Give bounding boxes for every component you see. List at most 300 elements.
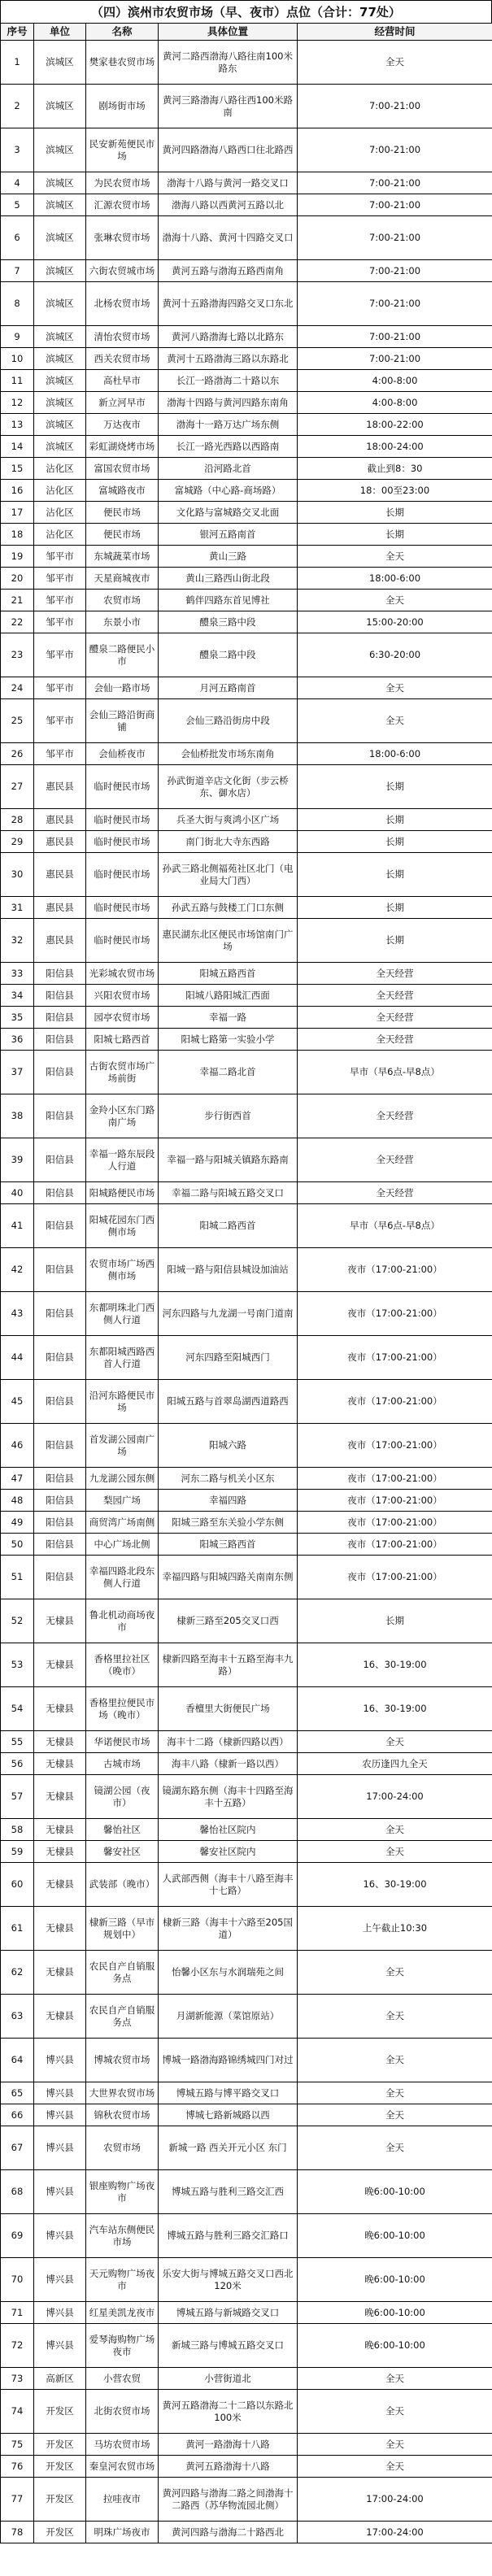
district-cell: 无棣县 xyxy=(34,1863,86,1907)
location-cell: 黄河四路与渤海二路之间渤海十二路西（苏华物流园北侧） xyxy=(159,2478,298,2522)
table-row xyxy=(1,1556,492,1599)
market-name-cell: 大世界农贸市场 xyxy=(86,2082,159,2104)
table-row xyxy=(1,414,492,436)
location-cell: 阳城三路西首 xyxy=(159,1534,298,1556)
row-number: 73 xyxy=(1,2368,34,2390)
row-number: 63 xyxy=(1,1995,34,2039)
market-name-cell: 醴泉二路便民小市 xyxy=(86,633,159,677)
table-row xyxy=(1,1512,492,1534)
table-row xyxy=(1,2390,492,2434)
location-cell: 渤海八路以西黄河五路以北 xyxy=(159,194,298,216)
hours-cell: 18:00-6:00 xyxy=(298,568,492,590)
row-number: 24 xyxy=(1,677,34,699)
row-number: 32 xyxy=(1,919,34,963)
row-number: 75 xyxy=(1,2434,34,2456)
market-name-cell: 天星商城夜市 xyxy=(86,568,159,590)
row-number: 60 xyxy=(1,1863,34,1907)
location-cell: 海丰八路（棣新一路以西） xyxy=(159,1753,298,1775)
location-cell: 渤海十八路与黄河一路交叉口 xyxy=(159,172,298,194)
market-name-cell: 农贸市场 xyxy=(86,2126,159,2170)
market-name-cell: 临时便民市场 xyxy=(86,897,159,919)
district-cell: 邹平市 xyxy=(34,546,86,568)
district-cell: 无棣县 xyxy=(34,1687,86,1731)
location-cell: 黄河四路渤海八路西口往北路西 xyxy=(159,128,298,172)
table-row xyxy=(1,1775,492,1819)
row-number: 77 xyxy=(1,2478,34,2522)
district-cell: 博兴县 xyxy=(34,2214,86,2258)
table-row xyxy=(1,392,492,414)
hours-cell: 全天 xyxy=(298,699,492,743)
location-cell: 黄河五路渤海二十二路以东路北100米 xyxy=(159,2390,298,2434)
district-cell: 邹平市 xyxy=(34,568,86,590)
district-cell: 邹平市 xyxy=(34,590,86,611)
district-cell: 阳信县 xyxy=(34,1204,86,1248)
market-name-cell: 马坊农贸市场 xyxy=(86,2434,159,2456)
row-number: 61 xyxy=(1,1907,34,1951)
hours-cell: 全天 xyxy=(298,2082,492,2104)
table-row xyxy=(1,1204,492,1248)
market-name-cell: 棣新三路（早市规划中） xyxy=(86,1907,159,1951)
hours-cell: 全天 xyxy=(298,677,492,699)
hours-cell: 早市（早6点-早8点） xyxy=(298,1051,492,1094)
header-name: 名称 xyxy=(86,24,159,41)
row-number: 78 xyxy=(1,2522,34,2543)
table-row xyxy=(1,1094,492,1138)
district-cell: 高新区 xyxy=(34,2368,86,2390)
hours-cell: 7:00-21:00 xyxy=(298,172,492,194)
location-cell: 黄河一路渤海十八路 xyxy=(159,2434,298,2456)
location-cell: 河东四路至阳城西门 xyxy=(159,1336,298,1380)
location-cell: 馨怡社区院内 xyxy=(159,1819,298,1841)
row-number: 15 xyxy=(1,458,34,480)
market-name-cell: 剧场街市场 xyxy=(86,85,159,128)
row-number: 39 xyxy=(1,1138,34,1182)
location-cell: 幸福一路与阳城关镇路东路南 xyxy=(159,1138,298,1182)
district-cell: 开发区 xyxy=(34,2478,86,2522)
location-cell: 渤海十八路、黄河十四路交叉口 xyxy=(159,216,298,260)
district-cell: 邹平市 xyxy=(34,699,86,743)
district-cell: 滨城区 xyxy=(34,41,86,85)
market-name-cell: 商贸湾广场南侧 xyxy=(86,1512,159,1534)
row-number: 52 xyxy=(1,1599,34,1643)
table-row xyxy=(1,1248,492,1292)
location-cell: 黄河四路与渤海二十路西北 xyxy=(159,2522,298,2543)
table-row xyxy=(1,1599,492,1643)
table-row xyxy=(1,1863,492,1907)
market-name-cell: 博城农贸市场 xyxy=(86,2039,159,2082)
hours-cell: 长期 xyxy=(298,809,492,831)
hours-cell: 长期 xyxy=(298,1599,492,1643)
table-row xyxy=(1,2039,492,2082)
table-row xyxy=(1,568,492,590)
hours-cell: 15:00-20:00 xyxy=(298,611,492,633)
market-name-cell: 北街农贸市场 xyxy=(86,2390,159,2434)
district-cell: 博兴县 xyxy=(34,2082,86,2104)
market-name-cell: 幸福四路北段东侧人行道 xyxy=(86,1556,159,1599)
district-cell: 开发区 xyxy=(34,2522,86,2543)
market-name-cell: 农贸市场 xyxy=(86,590,159,611)
market-name-cell: 秦皇河农贸市场 xyxy=(86,2456,159,2478)
table-row xyxy=(1,2126,492,2170)
row-number: 26 xyxy=(1,743,34,765)
hours-cell: 长期 xyxy=(298,831,492,853)
location-cell: 鹤伴四路东首见博社 xyxy=(159,590,298,611)
table-row xyxy=(1,524,492,546)
row-number: 44 xyxy=(1,1336,34,1380)
hours-cell: 全天 xyxy=(298,590,492,611)
market-name-cell: 临时便民市场 xyxy=(86,809,159,831)
market-name-cell: 梨园广场 xyxy=(86,1490,159,1512)
table-row xyxy=(1,765,492,809)
table-row xyxy=(1,1841,492,1863)
district-cell: 滨城区 xyxy=(34,216,86,260)
table-row xyxy=(1,611,492,633)
district-cell: 邹平市 xyxy=(34,611,86,633)
market-name-cell: 阳城花园东门西侧市场 xyxy=(86,1204,159,1248)
row-number: 7 xyxy=(1,260,34,282)
market-name-cell: 阳城路便民市场 xyxy=(86,1182,159,1204)
hours-cell: 全天 xyxy=(298,2456,492,2478)
district-cell: 惠民县 xyxy=(34,809,86,831)
hours-cell: 18：00至23:00 xyxy=(298,480,492,502)
table-row xyxy=(1,919,492,963)
market-name-cell: 会仙一路市场 xyxy=(86,677,159,699)
hours-cell: 长期 xyxy=(298,853,492,897)
market-name-cell: 万达夜市 xyxy=(86,414,159,436)
district-cell: 滨城区 xyxy=(34,85,86,128)
market-name-cell: 临时便民市场 xyxy=(86,919,159,963)
hours-cell: 截止到8：30 xyxy=(298,458,492,480)
row-number: 66 xyxy=(1,2104,34,2126)
market-name-cell: 锦秋农贸市场 xyxy=(86,2104,159,2126)
location-cell: 博城五路与胜利三路交汇西 xyxy=(159,2170,298,2214)
table-row xyxy=(1,1468,492,1490)
hours-cell: 长期 xyxy=(298,897,492,919)
row-number: 30 xyxy=(1,853,34,897)
hours-cell: 长期 xyxy=(298,919,492,963)
location-cell: 黄河三路渤海八路往西100米路南 xyxy=(159,85,298,128)
market-name-cell: 农贸市场广场西侧市场 xyxy=(86,1248,159,1292)
table-row xyxy=(1,194,492,216)
market-name-cell: 镜湖公园（夜市） xyxy=(86,1775,159,1819)
row-number: 20 xyxy=(1,568,34,590)
location-cell: 惠民湖东北区便民市场馆南门广场 xyxy=(159,919,298,963)
district-cell: 阳信县 xyxy=(34,985,86,1007)
market-table xyxy=(0,23,492,2543)
district-cell: 沾化区 xyxy=(34,524,86,546)
district-cell: 无棣县 xyxy=(34,1907,86,1951)
location-cell: 月湖新能源（菜馆原站） xyxy=(159,1995,298,2039)
hours-cell: 晚6:00-10:00 xyxy=(298,2170,492,2214)
location-cell: 河东二路与机关小区东 xyxy=(159,1468,298,1490)
table-row xyxy=(1,85,492,128)
district-cell: 邹平市 xyxy=(34,743,86,765)
location-cell: 会仙三路沿街房中段 xyxy=(159,699,298,743)
row-number: 59 xyxy=(1,1841,34,1863)
market-name-cell: 东城蔬菜市场 xyxy=(86,546,159,568)
table-row xyxy=(1,2478,492,2522)
district-cell: 阳信县 xyxy=(34,1490,86,1512)
table-row xyxy=(1,326,492,348)
row-number: 19 xyxy=(1,546,34,568)
district-cell: 博兴县 xyxy=(34,2104,86,2126)
row-number: 36 xyxy=(1,1029,34,1051)
table-row xyxy=(1,2104,492,2126)
row-number: 72 xyxy=(1,2324,34,2368)
table-row xyxy=(1,370,492,392)
table-row xyxy=(1,2434,492,2456)
row-number: 49 xyxy=(1,1512,34,1534)
table-row xyxy=(1,2456,492,2478)
market-name-cell: 红星美凯龙夜市 xyxy=(86,2302,159,2324)
table-row xyxy=(1,853,492,897)
district-cell: 无棣县 xyxy=(34,1995,86,2039)
location-cell: 阳城五路西首 xyxy=(159,963,298,985)
district-cell: 惠民县 xyxy=(34,765,86,809)
location-cell: 孙武三路北侧福苑社区北门（电业局大门西） xyxy=(159,853,298,897)
hours-cell: 全天 xyxy=(298,1995,492,2039)
district-cell: 阳信县 xyxy=(34,1248,86,1292)
location-cell: 黄河十五路渤海四路交叉口东北 xyxy=(159,282,298,326)
location-cell: 月河五路南首 xyxy=(159,677,298,699)
row-number: 3 xyxy=(1,128,34,172)
table-row xyxy=(1,809,492,831)
hours-cell: 长期 xyxy=(298,524,492,546)
location-cell: 棣新三路至205交叉口西 xyxy=(159,1599,298,1643)
location-cell: 新城一路 西关开元小区 东门 xyxy=(159,2126,298,2170)
market-name-cell: 农民自产自销服务点 xyxy=(86,1951,159,1995)
row-number: 11 xyxy=(1,370,34,392)
district-cell: 阳信县 xyxy=(34,1380,86,1424)
table-row xyxy=(1,1380,492,1424)
market-name-cell: 东都阳城西路西首人行道 xyxy=(86,1336,159,1380)
location-cell: 醴泉二路中段 xyxy=(159,633,298,677)
market-name-cell: 古城市场 xyxy=(86,1753,159,1775)
hours-cell: 全天经营 xyxy=(298,1138,492,1182)
location-cell: 阳城六路 xyxy=(159,1424,298,1468)
location-cell: 长江一路渤海二十路以东 xyxy=(159,370,298,392)
location-cell: 阳城七路第一实验小学 xyxy=(159,1029,298,1051)
location-cell: 兵圣大街与爽鸿小区广场 xyxy=(159,809,298,831)
location-cell: 会仙桥批发市场东南角 xyxy=(159,743,298,765)
row-number: 18 xyxy=(1,524,34,546)
hours-cell: 夜市（17:00-21:00） xyxy=(298,1468,492,1490)
hours-cell: 上午截止10:30 xyxy=(298,1907,492,1951)
hours-cell: 17:00-24:00 xyxy=(298,2522,492,2543)
location-cell: 孙武街道辛店文化街（步云桥东、御水店） xyxy=(159,765,298,809)
hours-cell: 7:00-21:00 xyxy=(298,326,492,348)
district-cell: 阳信县 xyxy=(34,1424,86,1468)
market-name-cell: 明珠广场夜市 xyxy=(86,2522,159,2543)
hours-cell: 农历逢四九全天 xyxy=(298,1753,492,1775)
row-number: 65 xyxy=(1,2082,34,2104)
district-cell: 阳信县 xyxy=(34,1468,86,1490)
row-number: 41 xyxy=(1,1204,34,1248)
location-cell: 幸福一路 xyxy=(159,1007,298,1029)
district-cell: 阳信县 xyxy=(34,1336,86,1380)
hours-cell: 7:00-21:00 xyxy=(298,85,492,128)
district-cell: 阳信县 xyxy=(34,1051,86,1094)
market-name-cell: 汽车站东侧便民市场 xyxy=(86,2214,159,2258)
table-row xyxy=(1,2258,492,2302)
market-name-cell: 馨怡社区 xyxy=(86,1819,159,1841)
location-cell: 步行街西首 xyxy=(159,1094,298,1138)
hours-cell: 全天 xyxy=(298,1731,492,1753)
district-cell: 博兴县 xyxy=(34,2302,86,2324)
hours-cell: 夜市（17:00-21:00） xyxy=(298,1380,492,1424)
row-number: 4 xyxy=(1,172,34,194)
district-cell: 阳信县 xyxy=(34,1512,86,1534)
location-cell: 棣新三路（海丰十六路至205国道） xyxy=(159,1907,298,1951)
row-number: 10 xyxy=(1,348,34,370)
header-hours: 经营时间 xyxy=(298,24,492,41)
district-cell: 滨城区 xyxy=(34,194,86,216)
table-row xyxy=(1,282,492,326)
row-number: 71 xyxy=(1,2302,34,2324)
district-cell: 博兴县 xyxy=(34,2170,86,2214)
district-cell: 惠民县 xyxy=(34,853,86,897)
market-name-cell: 天元购物广场夜市 xyxy=(86,2258,159,2302)
row-number: 27 xyxy=(1,765,34,809)
location-cell: 文化路与富城路交叉北面 xyxy=(159,502,298,524)
row-number: 68 xyxy=(1,2170,34,2214)
row-number: 14 xyxy=(1,436,34,458)
district-cell: 沾化区 xyxy=(34,480,86,502)
location-cell: 黄河五路与渤海五路西南角 xyxy=(159,260,298,282)
location-cell: 香檀里大街便民广场 xyxy=(159,1687,298,1731)
row-number: 46 xyxy=(1,1424,34,1468)
hours-cell: 4:00-8:00 xyxy=(298,392,492,414)
market-name-cell: 富城路夜市 xyxy=(86,480,159,502)
header-row xyxy=(1,24,492,41)
row-number: 13 xyxy=(1,414,34,436)
market-name-cell: 汇源农贸市场 xyxy=(86,194,159,216)
location-cell: 博城五路与博平路交叉口 xyxy=(159,2082,298,2104)
table-row xyxy=(1,2214,492,2258)
district-cell: 滨城区 xyxy=(34,172,86,194)
row-number: 50 xyxy=(1,1534,34,1556)
market-name-cell: 鲁北机动商场夜市 xyxy=(86,1599,159,1643)
district-cell: 滨城区 xyxy=(34,392,86,414)
hours-cell: 全天 xyxy=(298,1951,492,1995)
market-name-cell: 华诺便民市场 xyxy=(86,1731,159,1753)
district-cell: 邹平市 xyxy=(34,677,86,699)
market-name-cell: 便民市场 xyxy=(86,524,159,546)
market-name-cell: 中心广场北侧 xyxy=(86,1534,159,1556)
row-number: 5 xyxy=(1,194,34,216)
district-cell: 阳信县 xyxy=(34,963,86,985)
district-cell: 无棣县 xyxy=(34,1775,86,1819)
market-name-cell: 园亭农贸市场 xyxy=(86,1007,159,1029)
hours-cell: 全天经营 xyxy=(298,985,492,1007)
market-name-cell: 东都明珠北门西侧人行道 xyxy=(86,1292,159,1336)
row-number: 29 xyxy=(1,831,34,853)
district-cell: 阳信县 xyxy=(34,1138,86,1182)
district-cell: 无棣县 xyxy=(34,1753,86,1775)
district-cell: 博兴县 xyxy=(34,2039,86,2082)
row-number: 53 xyxy=(1,1643,34,1687)
market-name-cell: 武装部（晚市） xyxy=(86,1863,159,1907)
table-row xyxy=(1,128,492,172)
location-cell: 黄山三路西山街北段 xyxy=(159,568,298,590)
market-name-cell: 幸福一路东辰段人行道 xyxy=(86,1138,159,1182)
market-name-cell: 民安新苑便民市场 xyxy=(86,128,159,172)
district-cell: 阳信县 xyxy=(34,1029,86,1051)
table-row xyxy=(1,590,492,611)
location-cell: 渤海十四路与黄河四路东南角 xyxy=(159,392,298,414)
district-cell: 开发区 xyxy=(34,2456,86,2478)
page-title: （四）滨州市农贸市场（早、夜市）点位（合计：77处） xyxy=(0,0,492,23)
district-cell: 滨城区 xyxy=(34,414,86,436)
location-cell: 黄山三路 xyxy=(159,546,298,568)
hours-cell: 夜市（17:00-21:00） xyxy=(298,1248,492,1292)
table-row xyxy=(1,1292,492,1336)
hours-cell: 全天经营 xyxy=(298,1029,492,1051)
market-name-cell: 临时便民市场 xyxy=(86,831,159,853)
row-number: 9 xyxy=(1,326,34,348)
hours-cell: 16、30-19:00 xyxy=(298,1643,492,1687)
table-row xyxy=(1,216,492,260)
hours-cell: 7:00-21:00 xyxy=(298,282,492,326)
location-cell: 阳城三路至东关验小学东侧 xyxy=(159,1512,298,1534)
location-cell: 棣新四路至海丰十五路至海丰九路） xyxy=(159,1643,298,1687)
market-name-cell: 张琳农贸市场 xyxy=(86,216,159,260)
row-number: 74 xyxy=(1,2390,34,2434)
table-row xyxy=(1,1051,492,1094)
row-number: 25 xyxy=(1,699,34,743)
district-cell: 滨城区 xyxy=(34,282,86,326)
market-name-cell: 银座购物广场夜市 xyxy=(86,2170,159,2214)
location-cell: 幸福二路北首 xyxy=(159,1051,298,1094)
location-cell: 阳城八路阳城汇西面 xyxy=(159,985,298,1007)
table-row xyxy=(1,1424,492,1468)
row-number: 54 xyxy=(1,1687,34,1731)
market-name-cell: 北杨农贸市场 xyxy=(86,282,159,326)
row-number: 48 xyxy=(1,1490,34,1512)
district-cell: 滨城区 xyxy=(34,436,86,458)
location-cell: 幸福二路与阳城五路交叉口 xyxy=(159,1182,298,1204)
hours-cell: 16、30-19:00 xyxy=(298,1687,492,1731)
hours-cell: 夜市（17:00-21:00） xyxy=(298,1534,492,1556)
hours-cell: 18:00-24:00 xyxy=(298,436,492,458)
hours-cell: 7:00-21:00 xyxy=(298,260,492,282)
district-cell: 开发区 xyxy=(34,2434,86,2456)
row-number: 1 xyxy=(1,41,34,85)
hours-cell: 全天 xyxy=(298,1819,492,1841)
district-cell: 博兴县 xyxy=(34,2258,86,2302)
table-row xyxy=(1,502,492,524)
hours-cell: 夜市（17:00-21:00） xyxy=(298,1556,492,1599)
market-name-cell: 会仙三路沿街商铺 xyxy=(86,699,159,743)
location-cell: 新城三路与博城五路交叉口 xyxy=(159,2324,298,2368)
hours-cell: 晚6:00-10:00 xyxy=(298,2258,492,2302)
table-row xyxy=(1,743,492,765)
market-name-cell: 爱琴海购物广场夜市 xyxy=(86,2324,159,2368)
location-cell: 博城五路与胜利三路交汇路口 xyxy=(159,2214,298,2258)
hours-cell: 全天 xyxy=(298,2368,492,2390)
table-row xyxy=(1,1138,492,1182)
table-row xyxy=(1,41,492,85)
location-cell: 阳城二路西首 xyxy=(159,1204,298,1248)
district-cell: 阳信县 xyxy=(34,1182,86,1204)
hours-cell: 全天 xyxy=(298,41,492,85)
table-row xyxy=(1,348,492,370)
row-number: 67 xyxy=(1,2126,34,2170)
district-cell: 无棣县 xyxy=(34,1951,86,1995)
row-number: 76 xyxy=(1,2456,34,2478)
hours-cell: 7:00-21:00 xyxy=(298,128,492,172)
hours-cell: 4:00-8:00 xyxy=(298,370,492,392)
